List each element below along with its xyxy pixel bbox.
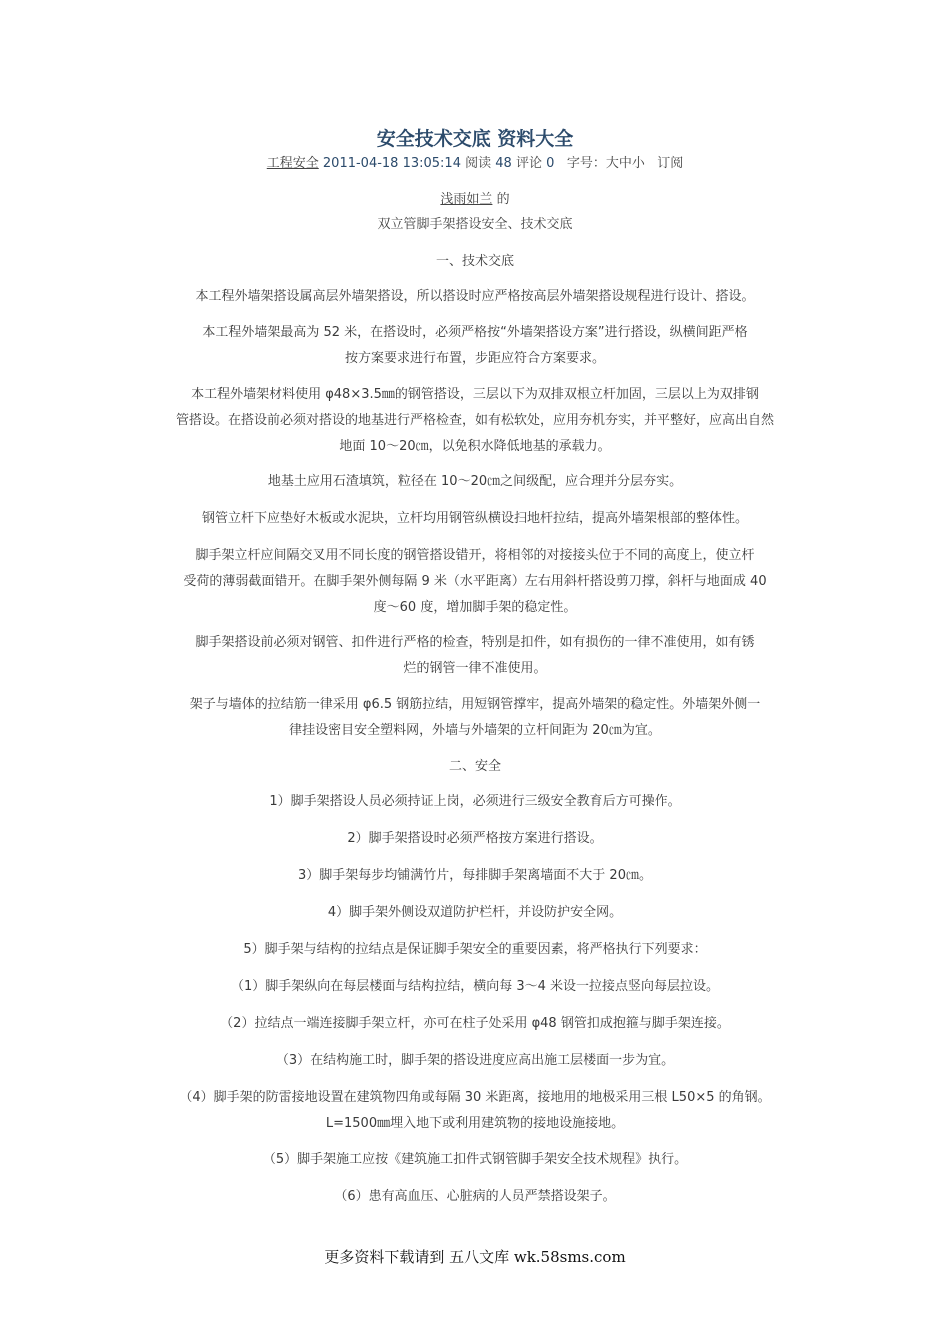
safety-item (140, 789, 810, 815)
page-title: 安全技术交底 资料大全 (376, 128, 574, 150)
technical-paragraph (140, 630, 810, 682)
safety-item (140, 1184, 810, 1210)
subscribe-link[interactable]: 订阅 (657, 156, 684, 171)
safety-item-line: 3）脚手架每步均铺满竹片，每排脚手架离墙面不大于 20㎝。 (298, 868, 652, 883)
technical-paragraph-line: 地面 10～20㎝，以免积水降低地基的承载力。 (339, 439, 611, 454)
read-count: 48 (495, 156, 512, 171)
technical-paragraph (140, 506, 810, 532)
safety-item (140, 1147, 810, 1173)
font-size-control[interactable]: 字号：大中小 (566, 156, 645, 171)
safety-item (140, 1048, 810, 1074)
safety-item (140, 974, 810, 1000)
safety-item (140, 900, 810, 926)
safety-item-line: （5）脚手架施工应按《建筑施工扣件式钢管脚手架安全技术规程》执行。 (262, 1152, 688, 1167)
safety-item-line: （1）脚手架纵向在每层楼面与结构拉结，横向每 3～4 米设一拉接点竖向每层拉设。 (230, 979, 720, 994)
author-line (0, 188, 950, 207)
category-link[interactable]: 工程安全 (266, 156, 319, 171)
post-datetime: 2011-04-18 13:05:14 (322, 156, 461, 171)
technical-paragraph (140, 543, 810, 621)
safety-item-line: 4）脚手架外侧设双道防护栏杆，并设防护安全网。 (327, 905, 623, 920)
comment-count: 0 (546, 156, 555, 171)
section-heading-technical (140, 249, 810, 275)
technical-paragraph (140, 284, 810, 310)
read-label: 阅读 (465, 156, 492, 171)
technical-paragraph-line: 架子与墙体的拉结筋一律采用 φ6.5 钢筋拉结，用短钢管撑牢，提高外墙架的稳定性。外墙架外侧一 (189, 697, 761, 712)
safety-item (140, 826, 810, 852)
technical-paragraph-line: 按方案要求进行布置，步距应符合方案要求。 (344, 351, 605, 366)
technical-paragraph-line: 脚手架搭设前必须对钢管、扣件进行严格的检查，特别是扣件，如有损伤的一律不准使用，如有锈 (195, 635, 755, 650)
technical-paragraph (140, 692, 810, 744)
technical-paragraph-line: 烂的钢管一律不准使用。 (403, 661, 547, 676)
comment-label: 评论 (515, 156, 542, 171)
technical-paragraph-line: 地基土应用石渣填筑，粒径在 10～20㎝之间级配，应合理并分层夯实。 (267, 474, 683, 489)
safety-item (140, 863, 810, 889)
safety-item-line: （3）在结构施工时，脚手架的搭设进度应高出施工层楼面一步为宜。 (275, 1053, 675, 1068)
technical-paragraph (140, 320, 810, 372)
technical-paragraph-line: 本工程外墙架搭设属高层外墙架搭设，所以搭设时应严格按高层外墙架搭设规程进行设计、搭设。 (195, 289, 755, 304)
safety-item-line: （4）脚手架的防雷接地设置在建筑物四角或每隔 30 米距离，接地用的地极采用三根 L50×5 的角钢。 (179, 1090, 771, 1105)
safety-item-line: 2）脚手架搭设时必须严格按方案进行搭设。 (347, 831, 603, 846)
safety-item-line: （2）拉结点一端连接脚手架立杆，亦可在柱子处采用 φ48 钢管扣成抱箍与脚手架连接。 (220, 1016, 730, 1031)
technical-paragraph-line: 脚手架立杆应间隔交叉用不同长度的钢管搭设错开，将相邻的对接接头位于不同的高度上，使立杆 (195, 548, 755, 563)
safety-item-line: （6）患有高血压、心脏病的人员严禁搭设架子。 (334, 1189, 616, 1204)
technical-paragraph-line: 律挂设密目安全塑料网，外墙与外墙架的立杆间距为 20㎝为宜。 (289, 723, 661, 738)
technical-paragraph-line: 管搭设。在搭设前必须对搭设的地基进行严格检查，如有松软处，应用夯机夯实，并平整好，应高出自然 (175, 413, 774, 428)
section-heading-safety (140, 754, 810, 780)
subtitle: 双立管脚手架搭设安全、技术交底 (377, 217, 573, 232)
safety-item (140, 937, 810, 963)
technical-paragraph-line: 本工程外墙架最高为 52 米，在搭设时，必须严格按“外墙架搭设方案”进行搭设，纵横间距严格 (202, 325, 748, 340)
technical-paragraph-line: 受荷的薄弱截面错开。在脚手架外侧每隔 9 米（水平距离）左右用斜杆搭设剪刀撑，斜杆与地面成 40 (183, 574, 767, 589)
author-link[interactable]: 浅雨如兰 (440, 192, 493, 207)
technical-paragraph (140, 469, 810, 495)
section-heading-technical-line: 一、技术交底 (435, 254, 514, 269)
safety-item-line: L=1500㎜埋入地下或利用建筑物的接地设施接地。 (325, 1116, 625, 1131)
technical-paragraph (140, 382, 810, 460)
technical-paragraph-line: 钢管立杆下应垫好木板或水泥块，立杆均用钢管纵横设扫地杆拉结，提高外墙架根部的整体性。 (201, 511, 748, 526)
footer-download-note: 更多资料下载请到 五八文库 wk.58sms.com (324, 1248, 626, 1266)
safety-item (140, 1085, 810, 1137)
safety-item-line: 5）脚手架与结构的拉结点是保证脚手架安全的重要因素，将严格执行下列要求： (243, 942, 707, 957)
author-suffix: 的 (496, 192, 510, 207)
section-heading-safety-line: 二、安全 (448, 759, 501, 774)
technical-paragraph-line: 本工程外墙架材料使用 φ48×3.5㎜的钢管搭设，三层以下为双排双根立杆加固，三层以上为双排钢 (191, 387, 759, 402)
article-meta (0, 152, 950, 171)
safety-item (140, 1011, 810, 1037)
safety-item-line: 1）脚手架搭设人员必须持证上岗，必须进行三级安全教育后方可操作。 (269, 794, 681, 809)
technical-paragraph-line: 度～60 度，增加脚手架的稳定性。 (373, 600, 577, 615)
